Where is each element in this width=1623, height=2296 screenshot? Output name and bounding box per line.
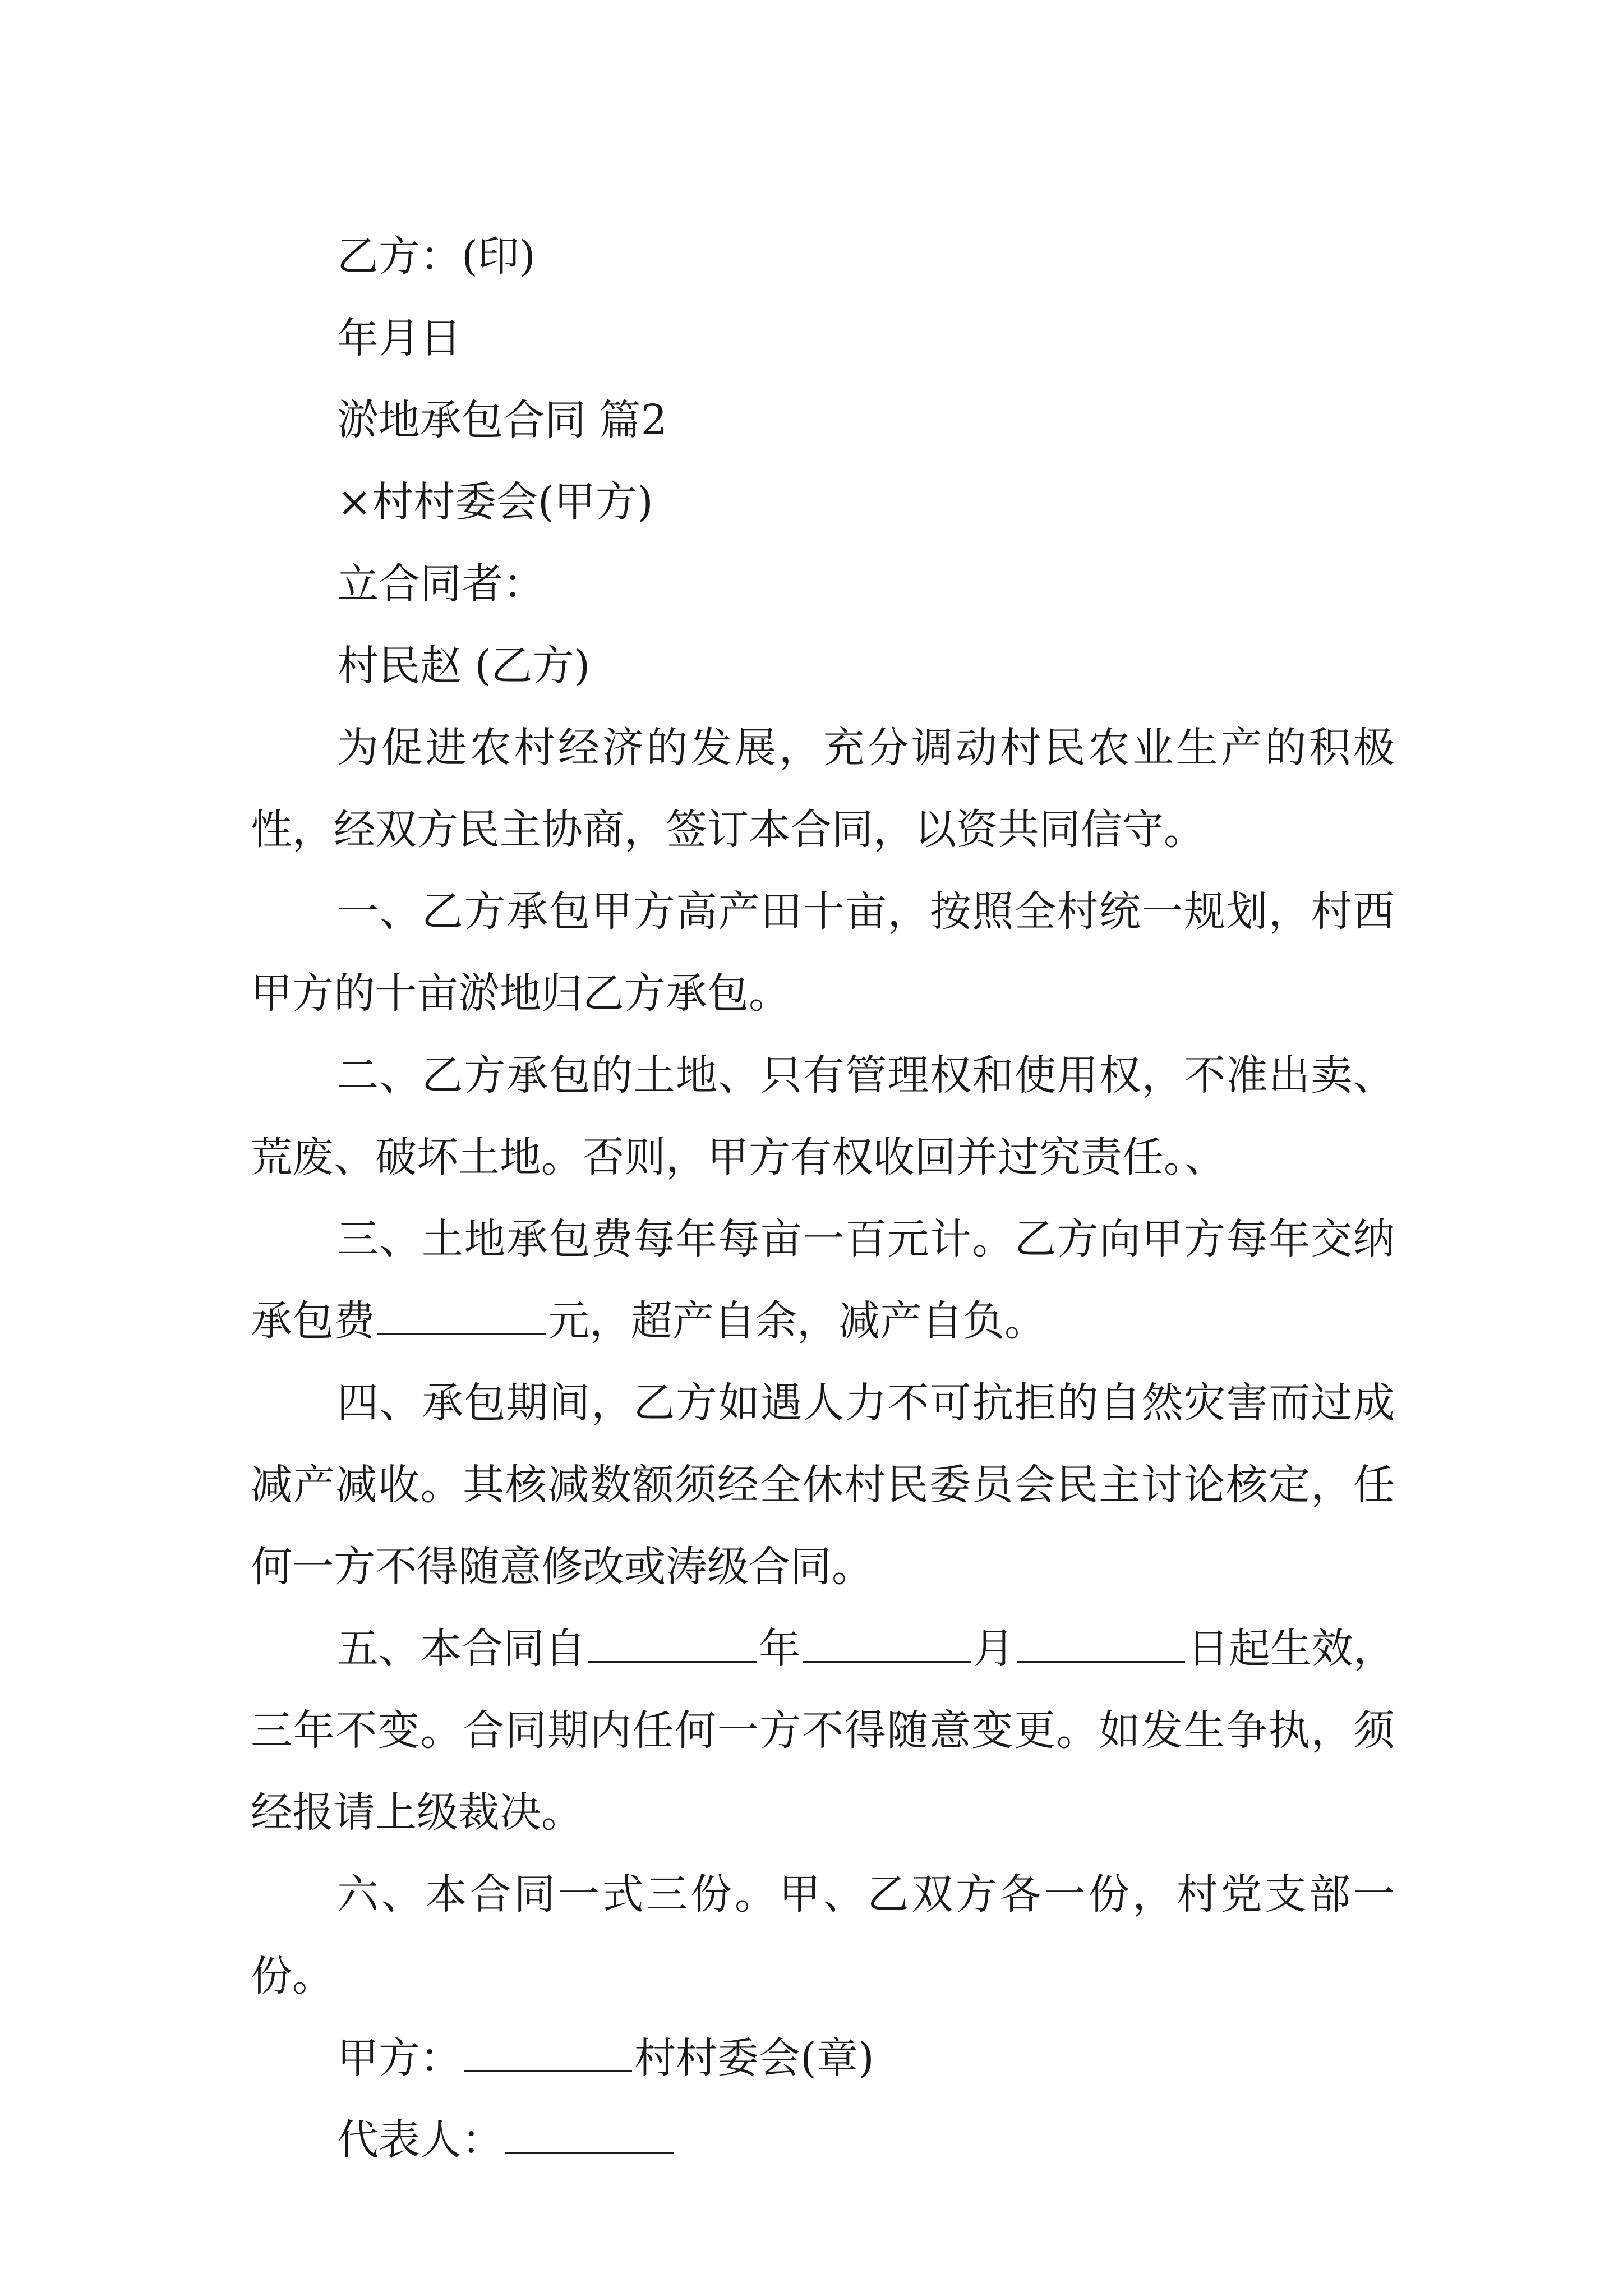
clause-3-text-a: 三、土地承包费每年每亩一百元计。乙方向甲方每年交纳承包费: [251, 1215, 1395, 1345]
clause-5-year: 年: [759, 1625, 800, 1673]
year-blank: [588, 1655, 757, 1663]
party-a-signature: [251, 2017, 1395, 2099]
contract-maker-label: 立合同者：: [337, 560, 545, 608]
clause-5-month: 月: [973, 1625, 1015, 1673]
clause-2: 二、乙方承包的土地、只有管理权和使用权，不准出卖、荒废、破坏土地。否则，甲方有权收回并过究责任。、: [251, 1051, 1395, 1181]
representative-blank: [505, 2147, 674, 2154]
month-blank: [803, 1655, 971, 1663]
clause-5: [251, 1608, 1395, 1853]
clause-3: [251, 1198, 1395, 1362]
clause-5-text-b: 日起生效，三年不变。合同期内任何一方不得随意变更。如发生争执，须经报请上级裁决。: [251, 1625, 1395, 1837]
clause-4: 四、承包期间，乙方如遇人力不可抗拒的自然灾害而过成减产减收。其核减数额须经全休村民委员会民主讨论核定，任何一方不得随意修改或涛级合同。: [251, 1379, 1395, 1591]
party-a-sign-label: 甲方：: [337, 2034, 462, 2082]
date-line: 年月日: [337, 314, 462, 362]
representative-label: 代表人：: [337, 2116, 503, 2164]
party-a-line: ×村村委会(甲方): [337, 478, 653, 526]
representative-line: [251, 2099, 1395, 2181]
contract-heading: 淤地承包合同 篇2: [337, 396, 667, 444]
clause-1: 一、乙方承包甲方高产田十亩，按照全村统一规划，村西甲方的十亩淤地归乙方承包。: [251, 887, 1395, 1018]
clause-6: 六、本合同一式三份。甲、乙双方各一份，村党支部一份。: [251, 1870, 1395, 2000]
fee-blank: [377, 1328, 546, 1335]
village-blank: [464, 2065, 632, 2072]
intro-paragraph: 为促进农村经济的发展，充分调动村民农业生产的积极性，经双方民主协商，签订本合同，以资共同信守。: [251, 724, 1395, 854]
party-b-line: 村民赵 (乙方): [337, 642, 591, 690]
day-blank: [1017, 1655, 1185, 1663]
party-b-signature: 乙方：(印): [337, 232, 536, 280]
clause-5-text-a: 五、本合同自: [337, 1625, 586, 1673]
party-a-sign-suffix: 村村委会(章): [634, 2034, 874, 2082]
contract-body: [251, 215, 1395, 2181]
clause-3-text-b: 元，超产自余，减产自负。: [548, 1297, 1046, 1345]
